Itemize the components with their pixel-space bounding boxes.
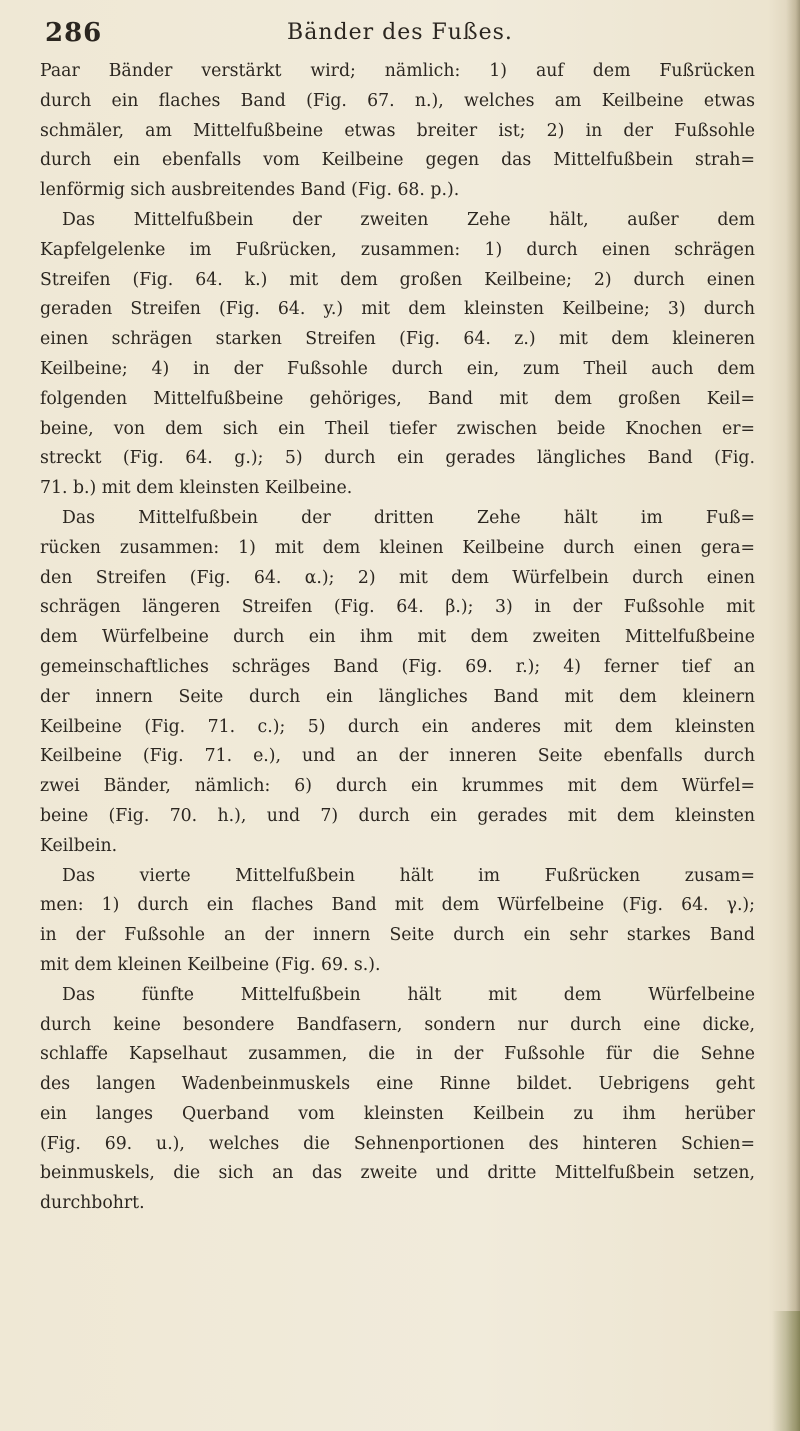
text-line: durch ein flaches Band (Fig. 67. n.), welches am Keilbeine etwas (40, 90, 755, 111)
text-line: Keilbeine (Fig. 71. c.); 5) durch ein anderes mit dem kleinsten (40, 716, 755, 737)
paragraph-start-line: Das vierte Mittelfußbein hält im Fußrücken zusam= (62, 865, 755, 886)
page-header (45, 14, 755, 54)
text-line: zwei Bänder, nämlich: 6) durch ein krummes mit dem Würfel= (40, 776, 755, 797)
body-text (40, 57, 755, 1219)
text-line: Paar Bänder verstärkt wird; nämlich: 1) auf dem Fußrücken (40, 61, 755, 81)
text-line: men: 1) durch ein flaches Band mit dem Würfelbeine (Fig. 64. γ.); (40, 895, 755, 916)
text-line: schrägen längeren Streifen (Fig. 64. β.); 3) in der Fußsohle mit (40, 597, 755, 618)
page-number: 286 (45, 18, 103, 48)
text-line: rücken zusammen: 1) mit dem kleinen Keilbeine durch einen gera= (40, 537, 755, 558)
text-line: streckt (Fig. 64. g.); 5) durch ein gerades längliches Band (Fig. (40, 448, 755, 469)
text-line: 71. b.) mit dem kleinsten Keilbeine. (40, 478, 353, 499)
text-line: einen schrägen starken Streifen (Fig. 64. z.) mit dem kleineren (40, 329, 755, 350)
text-line: des langen Wadenbeinmuskels eine Rinne bildet. Uebrigens geht (40, 1074, 755, 1095)
text-line: Streifen (Fig. 64. k.) mit dem großen Keilbeine; 2) durch einen (40, 269, 755, 290)
text-line: Keilbeine (Fig. 71. e.), und an der inneren Seite ebenfalls durch (40, 746, 755, 767)
text-line: gemeinschaftliches schräges Band (Fig. 69. r.); 4) ferner tief an (40, 656, 755, 677)
text-line: folgenden Mittelfußbeine gehöriges, Band mit dem großen Keil= (40, 388, 755, 409)
text-line: durch ein ebenfalls vom Keilbeine gegen das Mittelfußbein strah= (40, 150, 755, 171)
text-line: schmäler, am Mittelfußbeine etwas breiter ist; 2) in der Fußsohle (40, 120, 755, 141)
running-title: Bänder des Fußes. (287, 20, 513, 45)
paragraph-start-line: Das fünfte Mittelfußbein hält mit dem Würfelbeine (62, 984, 755, 1005)
text-line: der innern Seite durch ein längliches Band mit dem kleinern (40, 686, 755, 707)
text-line: beine (Fig. 70. h.), und 7) durch ein gerades mit dem kleinsten (40, 805, 755, 826)
paragraph-start-line: Das Mittelfußbein der dritten Zehe hält im Fuß= (62, 507, 755, 528)
text-line: durchbohrt. (40, 1193, 145, 1214)
text-line: schlaffe Kapselhaut zusammen, die in der Fußsohle für die Sehne (40, 1044, 755, 1065)
text-line: beinmuskels, die sich an das zweite und dritte Mittelfußbein setzen, (40, 1163, 755, 1184)
text-line: den Streifen (Fig. 64. α.); 2) mit dem Würfelbein durch einen (40, 567, 755, 588)
text-line: geraden Streifen (Fig. 64. y.) mit dem kleinsten Keilbeine; 3) durch (40, 299, 755, 320)
text-line: ein langes Querband vom kleinsten Keilbein zu ihm herüber (40, 1103, 755, 1124)
text-line: dem Würfelbeine durch ein ihm mit dem zweiten Mittelfußbeine (40, 627, 755, 648)
text-line: durch keine besondere Bandfasern, sondern nur durch eine dicke, (40, 1014, 755, 1035)
text-line: (Fig. 69. u.), welches die Sehnenportionen des hinteren Schien= (40, 1133, 755, 1154)
text-line: Keilbein. (40, 835, 118, 856)
text-line: Kapfelgelenke im Fußrücken, zusammen: 1) durch einen schrägen (40, 239, 755, 260)
text-line: Keilbeine; 4) in der Fußsohle durch ein, zum Theil auch dem (40, 358, 755, 379)
text-line: lenförmig sich ausbreitendes Band (Fig. 68. p.). (40, 180, 460, 201)
text-line: beine, von dem sich ein Theil tiefer zwischen beide Knochen er= (40, 418, 755, 439)
text-line: mit dem kleinen Keilbeine (Fig. 69. s.). (40, 954, 381, 975)
text-line: in der Fußsohle an der innern Seite durch ein sehr starkes Band (40, 925, 755, 946)
page-corner-stain (772, 1311, 800, 1431)
paragraph-start-line: Das Mittelfußbein der zweiten Zehe hält, außer dem (62, 209, 755, 230)
page-edge-shadow (786, 0, 800, 1431)
